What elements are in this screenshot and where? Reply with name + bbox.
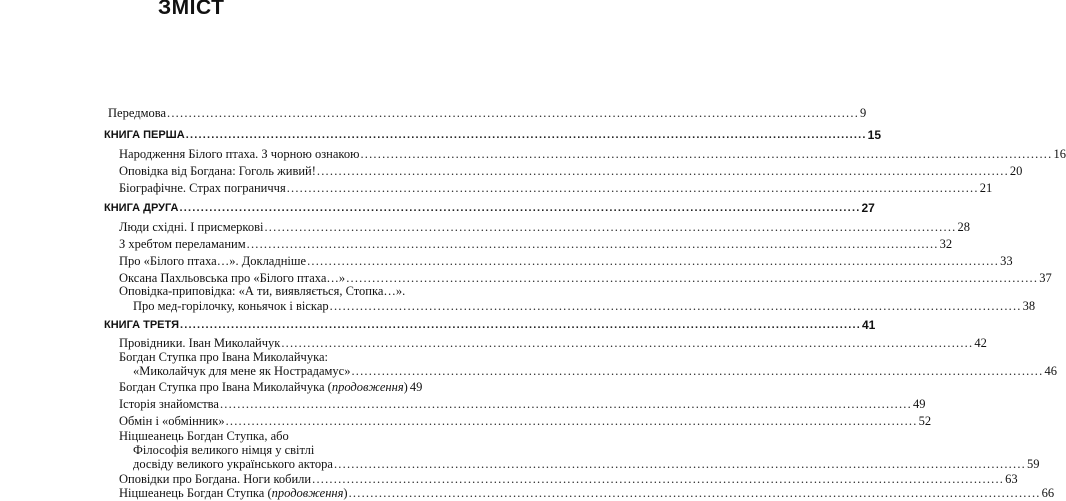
toc-entry	[119, 414, 932, 429]
toc-page-number: 21	[979, 181, 993, 195]
toc-page-number: 37	[1039, 271, 1052, 285]
dot-leader: ................................................................................................................................................................	[264, 220, 957, 234]
toc-entry-suffix: продовження	[271, 486, 344, 500]
dot-leader: ................................................................................................................................................................	[219, 397, 912, 411]
toc-entry	[133, 364, 1057, 379]
toc-entry-title: Обмін і «обмінник»	[119, 414, 225, 428]
toc-page-number: 20	[1009, 164, 1023, 178]
toc-entry	[119, 220, 970, 235]
toc-entry	[119, 336, 987, 351]
dot-leader: ................................................................................................................................................................	[225, 414, 918, 428]
toc-page-number: 66	[1041, 486, 1055, 500]
toc-entry-title: Ніцшеанець Богдан Ступка	[119, 486, 265, 500]
toc-entry	[119, 254, 1013, 269]
toc-entry-intro	[108, 106, 867, 121]
toc-page-number: 27	[861, 201, 875, 215]
dot-leader: ................................................................................................................................................................	[281, 336, 974, 350]
toc-entry	[119, 237, 953, 252]
toc-page-number: 38	[1022, 299, 1036, 313]
toc-entry	[119, 147, 1066, 162]
toc-section-title: КНИГА ТРЕТЯ	[104, 319, 179, 331]
toc-page-number: 9	[860, 106, 867, 120]
dot-leader: ................................................................................................................................................................	[185, 129, 867, 141]
toc-section-book-three	[104, 318, 876, 333]
toc-entry-title: Оповідка від Богдана: Гоголь живий!	[119, 164, 316, 178]
toc-entry-title: Передмова	[108, 106, 167, 120]
toc-entry-line: Ніцшеанець Богдан Ступка, або	[119, 429, 289, 443]
dot-leader: ................................................................................................................................................................	[167, 106, 860, 120]
toc-section-title: КНИГА ДРУГА	[104, 202, 179, 214]
toc-entry	[119, 181, 993, 196]
dot-leader: ................................................................................................................................................................	[286, 181, 979, 195]
dot-leader: ................................................................................................................................................................	[333, 457, 1026, 471]
dot-leader: ................................................................................................................................................................	[246, 237, 939, 251]
toc-page-number: 15	[867, 128, 882, 142]
toc-entry-title: досвіду великого українського актора	[133, 457, 333, 471]
toc-entry-title: Біографічне. Страх пограниччя	[119, 181, 286, 195]
toc-section-book-two	[104, 201, 875, 216]
toc-entry-title: Про «Білого птаха…». Докладніше	[119, 254, 307, 268]
dot-leader: ................................................................................................................................................................	[179, 319, 861, 331]
toc-entry-title: Люди східні. І присмеркові	[119, 220, 264, 234]
toc-page-number: 52	[918, 414, 932, 428]
toc-page-number: 33	[1000, 254, 1013, 268]
toc-page-number: 59	[1026, 457, 1040, 471]
toc-entry	[133, 457, 1040, 472]
dot-leader: ................................................................................................................................................................	[351, 364, 1044, 378]
dot-leader: ................................................................................................................................................................	[348, 486, 1041, 500]
toc-entry-title: Історія знайомства	[119, 397, 219, 411]
toc-entry-title: Народження Білого птаха. З чорною ознакою	[119, 147, 360, 161]
toc-entry-title: Оповідки про Богдана. Ноги кобили	[119, 472, 312, 486]
toc-entry: Богдан Ступка про Івана Миколайчука (продовження) 49	[119, 380, 423, 394]
toc-section-book-one	[104, 128, 882, 143]
toc-entry-title: Богдан Ступка про Івана Миколайчука	[119, 380, 325, 394]
toc-page-number: 16	[1053, 147, 1066, 161]
dot-leader: ................................................................................................................................................................	[179, 202, 861, 214]
toc-page-number: 46	[1044, 364, 1057, 378]
toc-entry-suffix: продовження	[331, 380, 404, 394]
toc-entry-line: Богдан Ступка про Івана Миколайчука:	[119, 350, 328, 364]
toc-page-number: 63	[1005, 472, 1018, 486]
toc-entry	[119, 472, 1018, 487]
toc-entry	[133, 299, 1036, 314]
toc-entry	[119, 164, 1023, 179]
dot-leader: ................................................................................................................................................................	[329, 299, 1022, 313]
toc-page-number: 41	[861, 318, 876, 332]
dot-leader: ................................................................................................................................................................	[312, 472, 1005, 486]
toc-entry-title: Провідники. Іван Миколайчук	[119, 336, 281, 350]
toc-entry: Ніцшеанець Богдан Ступка (продовження) ................................................................................................................................................................ 66	[119, 486, 1055, 500]
toc-page-number: 32	[939, 237, 953, 251]
toc-entry-title: Про мед-горілочку, коньячок і віскар	[133, 299, 329, 313]
toc-page-number: 49	[409, 380, 423, 394]
dot-leader: ................................................................................................................................................................	[307, 254, 1000, 268]
dot-leader: ................................................................................................................................................................	[346, 271, 1039, 285]
toc-page-number: 49	[912, 397, 926, 411]
toc-page-number: 28	[957, 220, 970, 234]
toc-entry-title: «Миколайчук для мене як Нострадамус»	[133, 364, 351, 378]
toc-entry-title: З хребтом переламаним	[119, 237, 246, 251]
page-title: ЗМІСТ	[158, 0, 225, 19]
toc-entry-line: Філософія великого німця у світлі	[133, 443, 315, 457]
toc-page-number: 42	[974, 336, 987, 350]
dot-leader: ................................................................................................................................................................	[316, 164, 1009, 178]
toc-section-title: КНИГА ПЕРША	[104, 129, 185, 141]
dot-leader: ................................................................................................................................................................	[360, 147, 1053, 161]
toc-entry	[119, 397, 926, 412]
toc-entry-title: Оксана Пахльовська про «Білого птаха…»	[119, 271, 346, 285]
toc-entry-line: Оповідка-приповідка: «А ти, виявляється, Стопка…».	[119, 284, 406, 298]
